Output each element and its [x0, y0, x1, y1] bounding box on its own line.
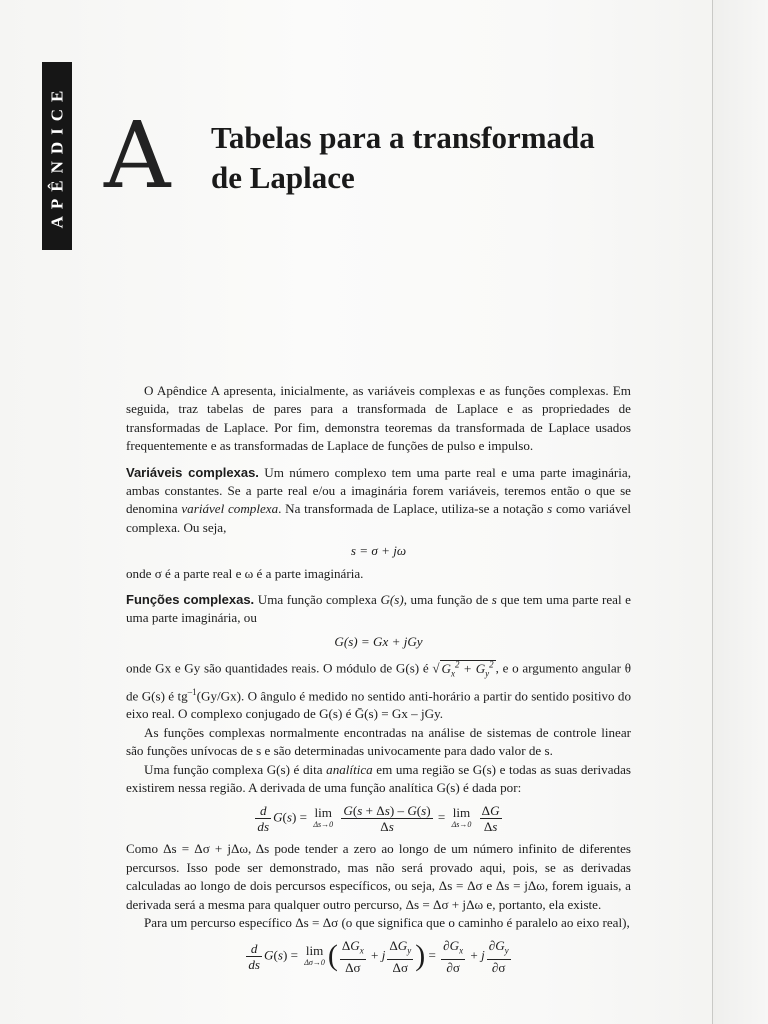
text-run: como variável complexa. Ou seja, — [126, 501, 631, 535]
text-run: Uma função complexa — [254, 592, 381, 608]
symbol-s: s — [547, 501, 553, 517]
text-run: Um número complexo tem uma parte real e uma parte imaginária, ambas constantes. Se a parte real e/ou a imaginária forem variáveis, teremos então o que se denomina — [126, 464, 632, 517]
complex-functions-heading: Funções complexas. — [126, 592, 255, 608]
text-run: Uma função complexa G(s) é dita — [144, 761, 327, 777]
partial-derivative-equation: $\frac{d}{ds}$ G(s) = lim Δσ→0 ( $\frac{\Delta G_x}{\Delta\sigma}$ + j $\frac{\Delta G_y}{\Delta\sigma}$ ) = $\frac{\partial G_x}{\partial\sigma}$ + j $\frac{\partial G_y}{\partial\sigma}$ — [248, 938, 509, 976]
appendix-letter: A — [104, 102, 171, 209]
univocal-paragraph: As funções complexas normalmente encontradas na análise de sistemas de controle linear são funções unívocas de s e são determinadas univocamente para dado valor de s. — [126, 724, 631, 759]
term-complex-variable: variável complexa — [181, 501, 279, 517]
complex-variables-paragraph — [126, 464, 631, 538]
body-text — [126, 382, 631, 981]
appendix-tab-label: APÊNDICE — [47, 83, 67, 229]
real-path-paragraph: Para um percurso específico Δs = Δσ (o que significa que o caminho é paralelo ao eixo real), — [144, 915, 630, 931]
text-run: . Na transformada de Laplace, utiliza-se a notação — [278, 501, 548, 517]
text-run: (Gy/Gx). O ângulo é medido no sentido anti-horário a partir do sentido positivo do eixo real. O complexo conjugado de G(s) é Ḡ(s) = Gx – jGy. — [126, 688, 632, 722]
text-run: , e o argumento angular θ de G(s) é tg — [126, 660, 631, 704]
text-run: que tem uma parte real e uma parte imaginária, ou — [126, 592, 631, 626]
text-run: onde Gx e Gy são quantidades reais. O módulo de G(s) é — [126, 660, 433, 676]
analytic-paragraph — [126, 761, 631, 798]
chapter-title-line-2: de Laplace — [211, 160, 355, 195]
page-margin-shade — [713, 0, 768, 1024]
equation-s-explanation: onde σ é a parte real e ω é a parte imaginária. — [126, 565, 364, 581]
symbol-gs: G(s) — [380, 592, 404, 608]
chapter-title-line-1: Tabelas para a transformada — [211, 120, 595, 155]
derivative-equation: $\frac{d}{ds}$ G(s) = lim Δs→0 $\frac{G(s + \Delta s) - G(s)}{\Delta s}$ = lim Δs→0 $\frac{\Delta G}{\Delta s}$ — [257, 803, 500, 835]
text-run: em uma região se G(s) e todas as suas derivadas existirem nessa região. A derivada de uma função analítica G(s) é dada por: — [126, 761, 631, 796]
equation-gs: G(s) = Gx + jGy — [334, 633, 423, 649]
chapter-title — [211, 118, 651, 198]
complex-functions-paragraph — [126, 591, 631, 628]
term-analytic: analítica — [326, 761, 373, 777]
paths-paragraph: Como Δs = Δσ + jΔω, Δs pode tender a zero ao longo de um número infinito de diferentes percursos. Isso pode ser demonstrado, mas não será provado aqui, pois, se as derivadas calculadas ao longo de dois percursos específicos, ou seja, Δs = Δσ e Δs = jΔω, forem iguais, a derivada será a mesma para qualquer outro percurso, Δs = Δσ + jΔω e, portanto, ela existe. — [126, 841, 631, 912]
equation-s: s = σ + jω — [350, 543, 407, 559]
intro-paragraph: O Apêndice A apresenta, inicialmente, as variáveis complexas e as funções complexas. Em seguida, traz tabelas de pares para a transformada de Laplace e as propriedades de transformadas de Laplace. Por fim, demonstra teoremas da transformada de Laplace usados frequentemente e as transformadas de Laplace de funções de pulso e impulso. — [126, 383, 631, 454]
text-run: , uma função de — [403, 592, 492, 608]
symbol-s: s — [491, 592, 497, 608]
modulus-expression: √ $G_x^2 + G_y^2$ — [432, 659, 494, 679]
appendix-side-tab — [42, 62, 72, 250]
inverse-superscript: –1 — [187, 686, 197, 697]
modulus-paragraph — [126, 655, 631, 724]
complex-variables-heading: Variáveis complexas. — [126, 464, 259, 480]
